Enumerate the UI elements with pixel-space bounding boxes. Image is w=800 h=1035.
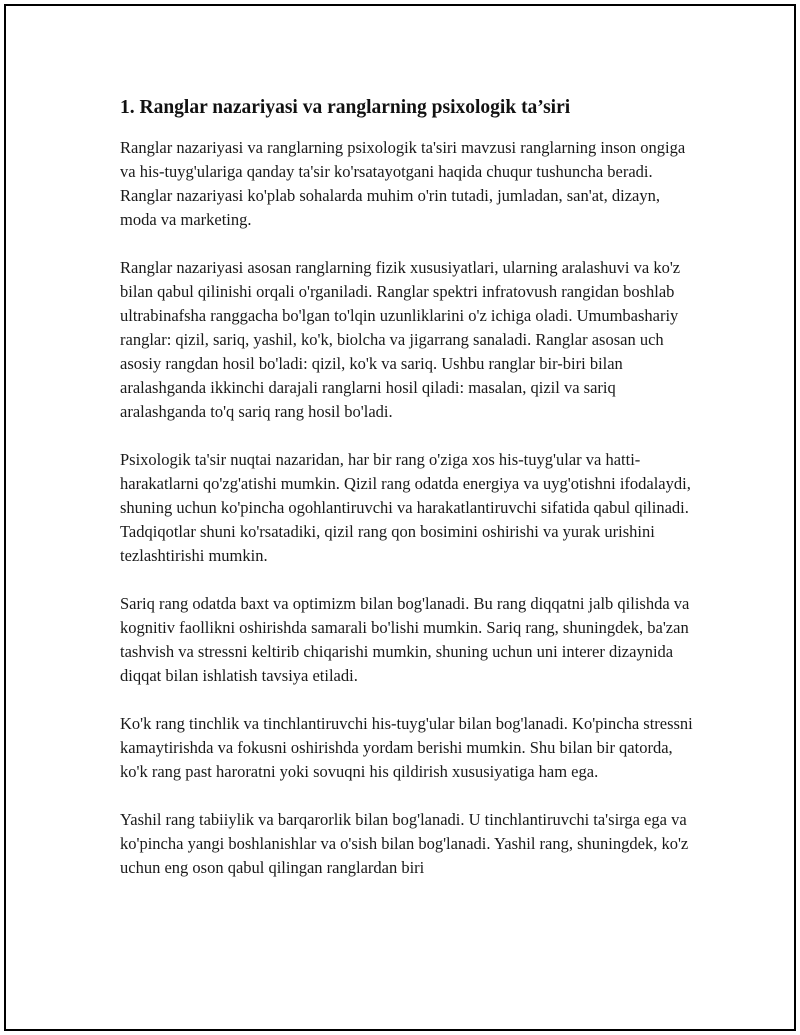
paragraph-yellow: Sariq rang odatda baxt va optimizm bilan bog'lanadi. Bu rang diqqatni jalb qilishda va kognitiv faollikni oshirishda samarali bo'lishi mumkin. Sariq rang, shuningdek, ba'zan tashvish va stressni keltirib chiqarishi mumkin, shuning uchun uni interer dizaynida diqqat bilan ishlatish tavsiya etiladi.: [120, 594, 690, 685]
paragraph-color-theory: Ranglar nazariyasi asosan ranglarning fizik xususiyatlari, ularning aralashuvi va ko'z bilan qabul qilinishi orqali o'rganiladi. Ranglar spektri infratovush rangidan boshlab ultrabinafsha ranggacha bo'lgan to'lqin uzunliklarini o'z ichiga oladi. Umumbashariy ranglar: qizil, sariq, yashil, ko'k, biolcha va jigarrang sanaladi. Ranglar asosan uch asosiy rangdan hosil bo'ladi: qizil, ko'k va sariq. Ushbu ranglar bir-biri bilan aralashganda ikkinchi darajali ranglarni hosil qiladi: masalan, qizil va sariq aralashganda to'q sariq rang hosil bo'ladi.: [120, 258, 681, 421]
document-body: [120, 96, 700, 880]
paragraph-green: Yashil rang tabiiylik va barqarorlik bilan bog'lanadi. U tinchlantiruvchi ta'sirga ega va ko'pincha yangi boshlanishlar va o'sish bilan bog'lanadi. Yashil rang, shuningdek, ko'z uchun eng oson qabul qilingan ranglardan biri: [120, 810, 689, 877]
paragraph-intro: Ranglar nazariyasi va ranglarning psixologik ta'siri mavzusi ranglarning inson ongiga va his-tuyg'ulariga qanday ta'sir ko'rsatayotgani haqida chuqur tushuncha beradi. Ranglar nazariyasi ko'plab sohalarda muhim o'rin tutadi, jumladan, san'at, dizayn, moda va marketing.: [120, 138, 686, 229]
document-page: [4, 4, 796, 1031]
paragraph-blue: Ko'k rang tinchlik va tinchlantiruvchi his-tuyg'ular bilan bog'lanadi. Ko'pincha stressni kamaytirishda va fokusni oshirishda yordam berishi mumkin. Shu bilan bir qatorda, ko'k rang past haroratni yoki sovuqni his qildirish xususiyatiga ham ega.: [120, 714, 693, 781]
section-title: 1. Ranglar nazariyasi va ranglarning psixologik ta’siri: [120, 97, 571, 118]
paragraph-psychological-effect: Psixologik ta'sir nuqtai nazaridan, har bir rang o'ziga xos his-tuyg'ular va hatti-harakatlarni qo'zg'atishi mumkin. Qizil rang odatda energiya va uyg'otishni ifodalaydi, shuning uchun ko'pincha ogohlantiruvchi va harakatlantiruvchi sifatida qabul qilinadi. Tadqiqotlar shuni ko'rsatadiki, qizil rang qon bosimini oshirishi va yurak urishini tezlashtirishi mumkin.: [120, 450, 691, 565]
